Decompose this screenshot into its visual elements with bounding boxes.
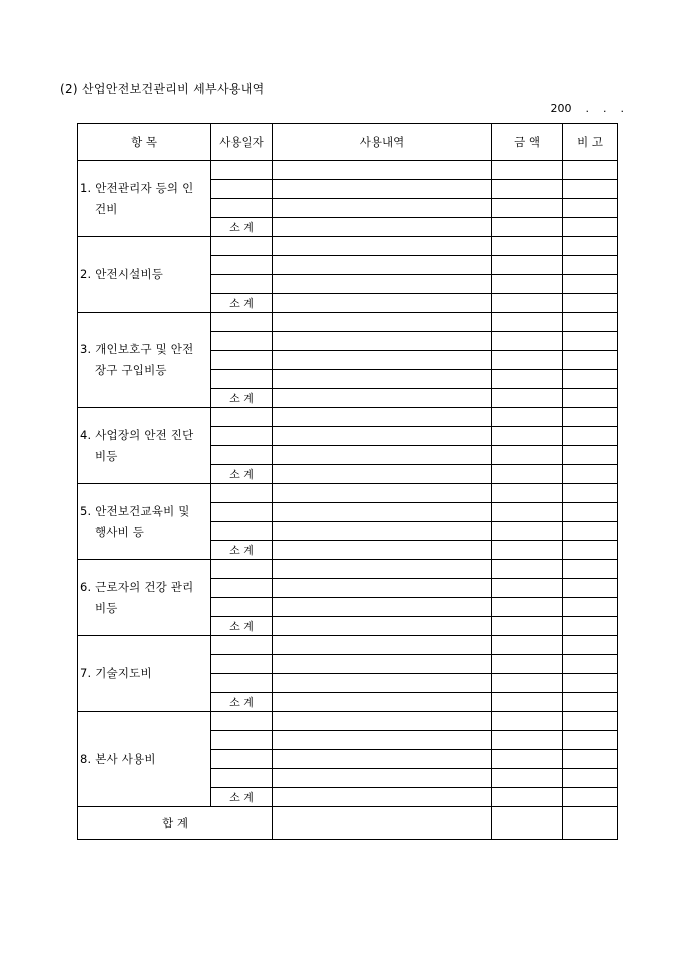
category-cell — [78, 237, 211, 313]
table-row — [78, 237, 618, 256]
amount-cell[interactable] — [492, 484, 563, 503]
date-cell[interactable] — [211, 484, 273, 503]
amount-cell[interactable] — [492, 351, 563, 370]
date-cell[interactable] — [211, 256, 273, 275]
note-cell[interactable] — [563, 750, 618, 769]
date-cell[interactable] — [211, 313, 273, 332]
amount-cell[interactable] — [492, 750, 563, 769]
category-label: 6. 근로자의 건강 관리 — [80, 579, 194, 594]
table-row — [78, 408, 618, 427]
amount-cell[interactable] — [492, 731, 563, 750]
detail-cell[interactable] — [273, 636, 492, 655]
header-amount: 금 액 — [492, 124, 563, 161]
date-line: 200 . . . — [550, 102, 624, 115]
category-label: 3. 개인보호구 및 안전 — [80, 342, 194, 356]
note-cell[interactable] — [563, 275, 618, 294]
table-row — [78, 161, 618, 180]
detail-cell[interactable] — [273, 788, 492, 807]
date-cell[interactable] — [211, 731, 273, 750]
detail-cell[interactable] — [273, 541, 492, 560]
date-cell[interactable] — [211, 427, 273, 446]
header-row — [78, 124, 618, 161]
date-cell[interactable] — [211, 332, 273, 351]
detail-cell[interactable] — [273, 351, 492, 370]
category-cell — [78, 712, 211, 807]
note-cell[interactable] — [563, 484, 618, 503]
note-cell[interactable] — [563, 332, 618, 351]
detail-cell[interactable] — [273, 313, 492, 332]
category-label: 2. 안전시설비등 — [80, 267, 164, 281]
category-label: 5. 안전보건교육비 및 — [80, 503, 190, 518]
category-label-continued: 비등 — [95, 600, 118, 615]
amount-cell[interactable] — [492, 237, 563, 256]
date-cell[interactable] — [211, 598, 273, 617]
amount-cell[interactable] — [492, 674, 563, 693]
amount-cell[interactable] — [492, 598, 563, 617]
amount-cell[interactable] — [492, 712, 563, 731]
subtotal-label: 소 계 — [211, 541, 273, 560]
date-cell[interactable] — [211, 522, 273, 541]
date-cell[interactable] — [211, 199, 273, 218]
amount-cell[interactable] — [492, 427, 563, 446]
table-body — [78, 161, 618, 840]
total-row — [78, 807, 618, 840]
category-label-continued: 비등 — [95, 448, 118, 463]
note-cell[interactable] — [563, 199, 618, 218]
note-cell[interactable] — [563, 598, 618, 617]
detail-cell[interactable] — [273, 522, 492, 541]
category-label: 8. 본사 사용비 — [80, 751, 156, 766]
detail-cell[interactable] — [273, 199, 492, 218]
amount-cell[interactable] — [492, 408, 563, 427]
date-cell[interactable] — [211, 655, 273, 674]
note-cell[interactable] — [563, 674, 618, 693]
detail-cell[interactable] — [273, 655, 492, 674]
table-row — [78, 313, 618, 332]
date-cell[interactable] — [211, 351, 273, 370]
detail-cell[interactable] — [273, 332, 492, 351]
amount-cell[interactable] — [492, 294, 563, 313]
table-row — [78, 712, 618, 731]
total-detail-cell[interactable] — [273, 807, 492, 840]
note-cell[interactable] — [563, 636, 618, 655]
category-label-continued: 장구 구입비등 — [95, 363, 167, 377]
header-note: 비 고 — [563, 124, 618, 161]
date-cell[interactable] — [211, 636, 273, 655]
category-cell — [78, 408, 211, 484]
date-cell[interactable] — [211, 503, 273, 522]
subtotal-label: 소 계 — [211, 389, 273, 408]
note-cell[interactable] — [563, 560, 618, 579]
note-cell[interactable] — [563, 427, 618, 446]
category-label-continued: 행사비 등 — [95, 524, 145, 539]
detail-cell[interactable] — [273, 617, 492, 636]
amount-cell[interactable] — [492, 522, 563, 541]
detail-cell[interactable] — [273, 769, 492, 788]
note-cell[interactable] — [563, 731, 618, 750]
date-cell[interactable] — [211, 769, 273, 788]
amount-cell[interactable] — [492, 636, 563, 655]
detail-cell[interactable] — [273, 731, 492, 750]
subtotal-label: 소 계 — [211, 294, 273, 313]
detail-cell[interactable] — [273, 180, 492, 199]
detail-cell[interactable] — [273, 484, 492, 503]
category-cell — [78, 484, 211, 560]
amount-cell[interactable] — [492, 503, 563, 522]
date-cell[interactable] — [211, 712, 273, 731]
total-note-cell[interactable] — [563, 807, 618, 840]
amount-cell[interactable] — [492, 579, 563, 598]
note-cell[interactable] — [563, 180, 618, 199]
amount-cell[interactable] — [492, 465, 563, 484]
detail-cell[interactable] — [273, 408, 492, 427]
category-cell — [78, 313, 211, 408]
detail-cell[interactable] — [273, 427, 492, 446]
detail-cell[interactable] — [273, 218, 492, 237]
amount-cell[interactable] — [492, 180, 563, 199]
amount-cell[interactable] — [492, 693, 563, 712]
subtotal-label: 소 계 — [211, 465, 273, 484]
total-label: 합 계 — [78, 807, 273, 840]
detail-cell[interactable] — [273, 465, 492, 484]
amount-cell[interactable] — [492, 389, 563, 408]
detail-cell[interactable] — [273, 446, 492, 465]
note-cell[interactable] — [563, 218, 618, 237]
table-row — [78, 560, 618, 579]
amount-cell[interactable] — [492, 541, 563, 560]
header-item: 항 목 — [78, 124, 211, 161]
note-cell[interactable] — [563, 712, 618, 731]
date-cell[interactable] — [211, 560, 273, 579]
detail-cell[interactable] — [273, 674, 492, 693]
date-cell[interactable] — [211, 674, 273, 693]
form-title: (2) 산업안전보건관리비 세부사용내역 — [60, 82, 265, 96]
total-amount-cell[interactable] — [492, 807, 563, 840]
note-cell[interactable] — [563, 617, 618, 636]
subtotal-label: 소 계 — [211, 788, 273, 807]
note-cell[interactable] — [563, 522, 618, 541]
detail-cell[interactable] — [273, 370, 492, 389]
detail-cell[interactable] — [273, 712, 492, 731]
detail-cell[interactable] — [273, 560, 492, 579]
note-cell[interactable] — [563, 465, 618, 484]
subtotal-label: 소 계 — [211, 693, 273, 712]
amount-cell[interactable] — [492, 275, 563, 294]
detail-cell[interactable] — [273, 237, 492, 256]
date-cell[interactable] — [211, 275, 273, 294]
detail-cell[interactable] — [273, 161, 492, 180]
note-cell[interactable] — [563, 237, 618, 256]
amount-cell[interactable] — [492, 161, 563, 180]
amount-cell[interactable] — [492, 256, 563, 275]
amount-cell[interactable] — [492, 560, 563, 579]
detail-cell[interactable] — [273, 275, 492, 294]
category-cell — [78, 560, 211, 636]
note-cell[interactable] — [563, 769, 618, 788]
date-cell[interactable] — [211, 161, 273, 180]
date-cell[interactable] — [211, 237, 273, 256]
amount-cell[interactable] — [492, 370, 563, 389]
subtotal-label: 소 계 — [211, 218, 273, 237]
amount-cell[interactable] — [492, 655, 563, 674]
note-cell[interactable] — [563, 161, 618, 180]
note-cell[interactable] — [563, 351, 618, 370]
detail-cell[interactable] — [273, 503, 492, 522]
category-cell — [78, 161, 211, 237]
date-cell[interactable] — [211, 750, 273, 769]
amount-cell[interactable] — [492, 218, 563, 237]
expense-table — [77, 123, 618, 840]
header-detail: 사용내역 — [273, 124, 492, 161]
note-cell[interactable] — [563, 446, 618, 465]
date-cell[interactable] — [211, 408, 273, 427]
date-cell[interactable] — [211, 446, 273, 465]
table-row — [78, 484, 618, 503]
detail-cell[interactable] — [273, 389, 492, 408]
detail-cell[interactable] — [273, 750, 492, 769]
category-label: 1. 안전관리자 등의 인 — [80, 180, 194, 195]
detail-cell[interactable] — [273, 256, 492, 275]
amount-cell[interactable] — [492, 199, 563, 218]
note-cell[interactable] — [563, 541, 618, 560]
subtotal-label: 소 계 — [211, 617, 273, 636]
note-cell[interactable] — [563, 693, 618, 712]
detail-cell[interactable] — [273, 294, 492, 313]
category-cell — [78, 636, 211, 712]
category-label-continued: 건비 — [95, 201, 118, 216]
detail-cell[interactable] — [273, 598, 492, 617]
header-date: 사용일자 — [211, 124, 273, 161]
date-cell[interactable] — [211, 370, 273, 389]
amount-cell[interactable] — [492, 769, 563, 788]
note-cell[interactable] — [563, 256, 618, 275]
note-cell[interactable] — [563, 655, 618, 674]
category-label: 4. 사업장의 안전 진단 — [80, 427, 194, 442]
table-row — [78, 636, 618, 655]
note-cell[interactable] — [563, 579, 618, 598]
detail-cell[interactable] — [273, 693, 492, 712]
note-cell[interactable] — [563, 389, 618, 408]
amount-cell[interactable] — [492, 332, 563, 351]
note-cell[interactable] — [563, 408, 618, 427]
amount-cell[interactable] — [492, 788, 563, 807]
category-label: 7. 기술지도비 — [80, 666, 152, 680]
note-cell[interactable] — [563, 294, 618, 313]
date-cell[interactable] — [211, 579, 273, 598]
note-cell[interactable] — [563, 503, 618, 522]
amount-cell[interactable] — [492, 617, 563, 636]
amount-cell[interactable] — [492, 313, 563, 332]
note-cell[interactable] — [563, 370, 618, 389]
detail-cell[interactable] — [273, 579, 492, 598]
date-cell[interactable] — [211, 180, 273, 199]
note-cell[interactable] — [563, 788, 618, 807]
amount-cell[interactable] — [492, 446, 563, 465]
note-cell[interactable] — [563, 313, 618, 332]
